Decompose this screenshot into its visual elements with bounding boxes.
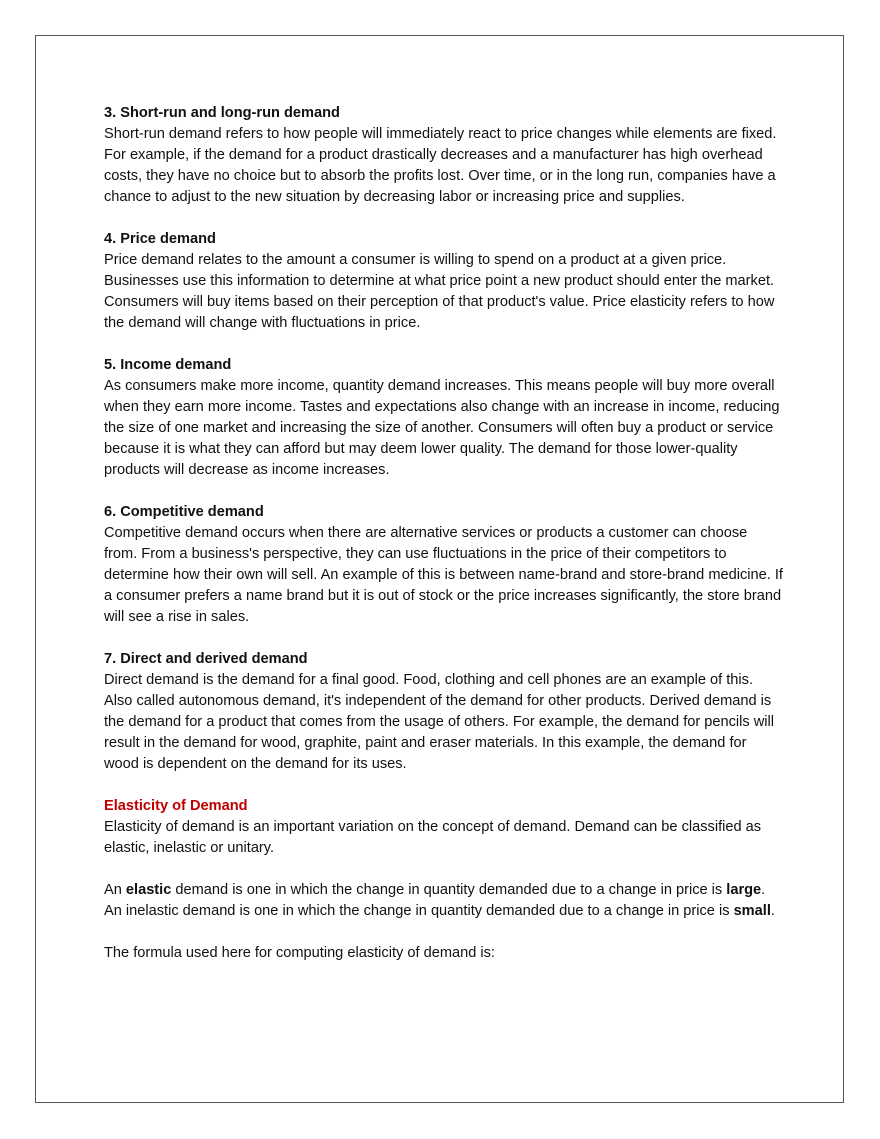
section-heading: 4. Price demand: [104, 231, 216, 247]
section-body: Price demand relates to the amount a consumer is willing to spend on a product at a given price. Businesses use this information to determine at what price point a new product should enter the market. Consumers will buy items based on their perception of that product's value. Price elasticity refers to how the demand will change with fluctuations in price.: [104, 252, 775, 331]
section-income-demand: [104, 355, 784, 481]
formula-intro: The formula used here for computing elasticity of demand is:: [104, 945, 495, 961]
bold-large: large: [726, 882, 762, 898]
elasticity-heading: Elasticity of Demand: [104, 798, 248, 814]
section-short-long-run: [104, 103, 784, 208]
document-content: [104, 103, 784, 985]
section-competitive-demand: [104, 502, 784, 628]
section-formula: [104, 943, 784, 964]
elasticity-intro: Elasticity of demand is an important variation on the concept of demand. Demand can be classified as elastic, inelastic or unitary.: [104, 819, 762, 856]
section-heading: 3. Short-run and long-run demand: [104, 105, 340, 121]
bold-small: small: [733, 903, 771, 919]
section-heading: 7. Direct and derived demand: [104, 651, 308, 667]
section-body: Direct demand is the demand for a final good. Food, clothing and cell phones are an example of this. Also called autonomous demand, it's independent of the demand for other products. Derived demand is the demand for a product that comes from the usage of others. For example, the demand for pencils will result in the demand for wood, graphite, paint and eraser materials. In this example, the demand for wood is dependent on the demand for its uses.: [104, 672, 775, 772]
section-elastic-definition: [104, 880, 784, 922]
bold-elastic: elastic: [125, 882, 172, 898]
section-body: Short-run demand refers to how people will immediately react to price changes while elements are fixed. For example, if the demand for a product drastically decreases and a manufacturer has high overhead costs, they have no choice but to absorb the profits lost. Over time, or in the long run, companies have a chance to adjust to the new situation by decreasing labor or increasing price and supplies.: [104, 126, 777, 205]
section-heading: 6. Competitive demand: [104, 504, 264, 520]
section-body: As consumers make more income, quantity demand increases. This means people will buy more overall when they earn more income. Tastes and expectations also change with an increase in income, reducing the size of one market and increasing the size of another. Consumers will often buy a product or service because it is what they can afford but may deem lower quality. The demand for those lower-quality products will decrease as income increases.: [104, 378, 780, 478]
elastic-definition: An elastic demand is one in which the change in quantity demanded due to a change in price is large. An inelastic demand is one in which the change in quantity demanded due to a change in price is small.: [104, 882, 775, 919]
section-direct-derived-demand: [104, 649, 784, 775]
section-body: Competitive demand occurs when there are alternative services or products a customer can choose from. From a business's perspective, they can use fluctuations in the price of their competitors to determine how their own will sell. An example of this is between name-brand and store-brand medicine. If a consumer prefers a name brand but it is out of stock or the price increases significantly, the store brand will see a rise in sales.: [104, 525, 783, 625]
section-price-demand: [104, 229, 784, 334]
section-elasticity: [104, 796, 784, 859]
section-heading: 5. Income demand: [104, 357, 232, 373]
